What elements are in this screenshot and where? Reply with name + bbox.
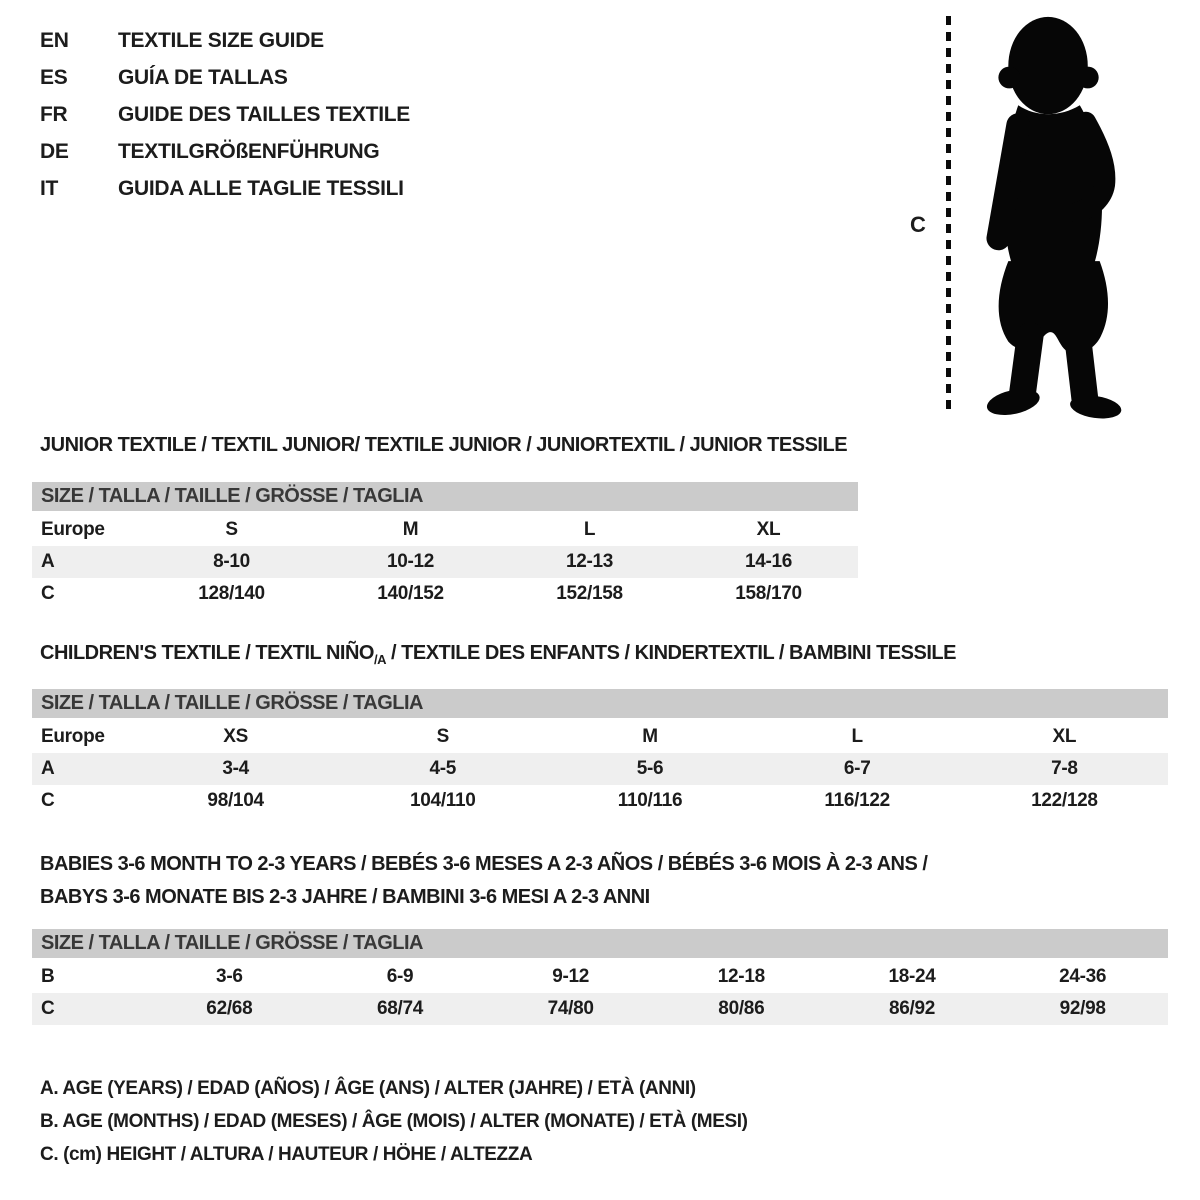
size-cell: M	[642, 726, 658, 747]
children-section-title	[40, 642, 956, 667]
lang-code: EN	[40, 28, 69, 52]
size-cell: XL	[1052, 726, 1077, 747]
months-cell: 12-18	[717, 966, 765, 987]
height-cell: 98/104	[207, 790, 264, 811]
children-size-table	[32, 689, 1168, 817]
row-label: C	[41, 583, 55, 604]
height-dashed-line	[946, 16, 951, 416]
height-cell: 62/68	[206, 998, 253, 1019]
row-label: C	[41, 790, 55, 811]
lang-row-es	[40, 59, 410, 96]
row-label: C	[41, 998, 55, 1019]
lang-title: GUIDA ALLE TAGLIE TESSILI	[118, 176, 404, 200]
lang-code: FR	[40, 102, 68, 126]
height-cell: 110/116	[617, 790, 683, 811]
months-cell: 6-9	[386, 966, 414, 987]
height-cell: 80/86	[718, 998, 765, 1019]
age-cell: 12-13	[565, 551, 614, 572]
table-row-europe	[32, 721, 1168, 753]
age-cell: 4-5	[429, 758, 457, 779]
size-cell: XS	[223, 726, 248, 747]
row-label: A	[41, 551, 55, 572]
age-cell: 6-7	[843, 758, 871, 779]
size-cell: XL	[756, 519, 781, 540]
legend-line-c: C. (cm) HEIGHT / ALTURA / HAUTEUR / HÖHE / ALTEZZA	[40, 1144, 533, 1165]
row-label: A	[41, 758, 55, 779]
age-cell: 10-12	[386, 551, 435, 572]
size-cell: L	[851, 726, 863, 747]
toddler-silhouette-icon	[968, 8, 1138, 420]
lang-code: DE	[40, 139, 69, 163]
junior-table-header: SIZE / TALLA / TAILLE / GRÖSSE / TAGLIA	[32, 482, 858, 511]
babies-section-title	[40, 848, 927, 914]
lang-row-en	[40, 22, 410, 59]
size-cell: S	[436, 726, 449, 747]
months-cell: 9-12	[552, 966, 590, 987]
months-cell: 24-36	[1059, 966, 1107, 987]
lang-code: IT	[40, 176, 59, 200]
height-figure	[890, 0, 1200, 440]
legend-line-b: B. AGE (MONTHS) / EDAD (MESES) / ÂGE (MOIS) / ALTER (MONATE) / ETÀ (MESI)	[40, 1111, 748, 1132]
size-cell: L	[583, 519, 596, 540]
months-cell: 3-6	[216, 966, 243, 987]
age-cell: 3-4	[222, 758, 249, 779]
babies-title-line-2: BABYS 3-6 MONATE BIS 2-3 JAHRE / BAMBINI 3-6 MESI A 2-3 ANNI	[40, 886, 650, 908]
legend-line-a: A. AGE (YEARS) / EDAD (AÑOS) / ÂGE (ANS) / ALTER (JAHRE) / ETÀ (ANNI)	[40, 1078, 696, 1099]
height-cell: 152/158	[556, 583, 623, 604]
table-row-height	[32, 785, 1168, 817]
lang-code: ES	[40, 65, 68, 89]
height-cell: 74/80	[547, 998, 594, 1019]
height-cell: 116/122	[824, 790, 890, 811]
table-row-height	[32, 578, 858, 610]
lang-row-it	[40, 170, 410, 207]
table-row-age	[32, 546, 858, 578]
age-cell: 14-16	[744, 551, 793, 572]
children-table-header: SIZE / TALLA / TAILLE / GRÖSSE / TAGLIA	[32, 689, 1168, 718]
months-cell: 18-24	[888, 966, 936, 987]
row-label: Europe	[41, 726, 105, 747]
lang-title: TEXTILE SIZE GUIDE	[118, 28, 324, 52]
junior-size-table	[32, 482, 858, 610]
height-cell: 86/92	[888, 998, 936, 1019]
language-title-list	[40, 22, 410, 207]
size-cell: M	[402, 519, 419, 540]
age-cell: 7-8	[1051, 758, 1078, 779]
babies-table-header: SIZE / TALLA / TAILLE / GRÖSSE / TAGLIA	[32, 929, 1168, 958]
children-title-pre: CHILDREN'S TEXTILE / TEXTIL NIÑO	[40, 642, 374, 664]
height-cell: 68/74	[376, 998, 424, 1019]
size-cell: S	[225, 519, 238, 540]
height-cell: 128/140	[198, 583, 265, 604]
children-title-sub: /A	[373, 652, 386, 667]
junior-section-title: JUNIOR TEXTILE / TEXTIL JUNIOR/ TEXTILE JUNIOR / JUNIORTEXTIL / JUNIOR TESSILE	[40, 434, 848, 456]
table-row-height	[32, 993, 1168, 1025]
lang-title: TEXTILGRÖßENFÜHRUNG	[118, 139, 380, 163]
table-row-europe	[32, 514, 858, 546]
lang-row-fr	[40, 96, 410, 133]
row-label: B	[41, 966, 55, 987]
height-cell: 140/152	[377, 583, 444, 604]
legend-block	[40, 1072, 748, 1171]
height-c-label: C	[910, 212, 926, 237]
babies-size-table	[32, 929, 1168, 1025]
age-cell: 8-10	[213, 551, 250, 572]
height-cell: 92/98	[1059, 998, 1106, 1019]
lang-title: GUIDE DES TAILLES TEXTILE	[118, 102, 410, 126]
age-cell: 5-6	[636, 758, 664, 779]
table-row-months	[32, 961, 1168, 993]
height-cell: 104/110	[410, 790, 476, 811]
height-cell: 122/128	[1031, 790, 1098, 811]
babies-title-line-1: BABIES 3-6 MONTH TO 2-3 YEARS / BEBÉS 3-6 MESES A 2-3 AÑOS / BÉBÉS 3-6 MOIS À 2-3 ANS /	[40, 853, 928, 875]
children-title-post: / TEXTILE DES ENFANTS / KINDERTEXTIL / BAMBINI TESSILE	[385, 642, 956, 664]
lang-title: GUÍA DE TALLAS	[118, 65, 288, 89]
lang-row-de	[40, 133, 410, 170]
height-cell: 158/170	[735, 583, 802, 604]
row-label: Europe	[41, 519, 105, 540]
table-row-age	[32, 753, 1168, 785]
